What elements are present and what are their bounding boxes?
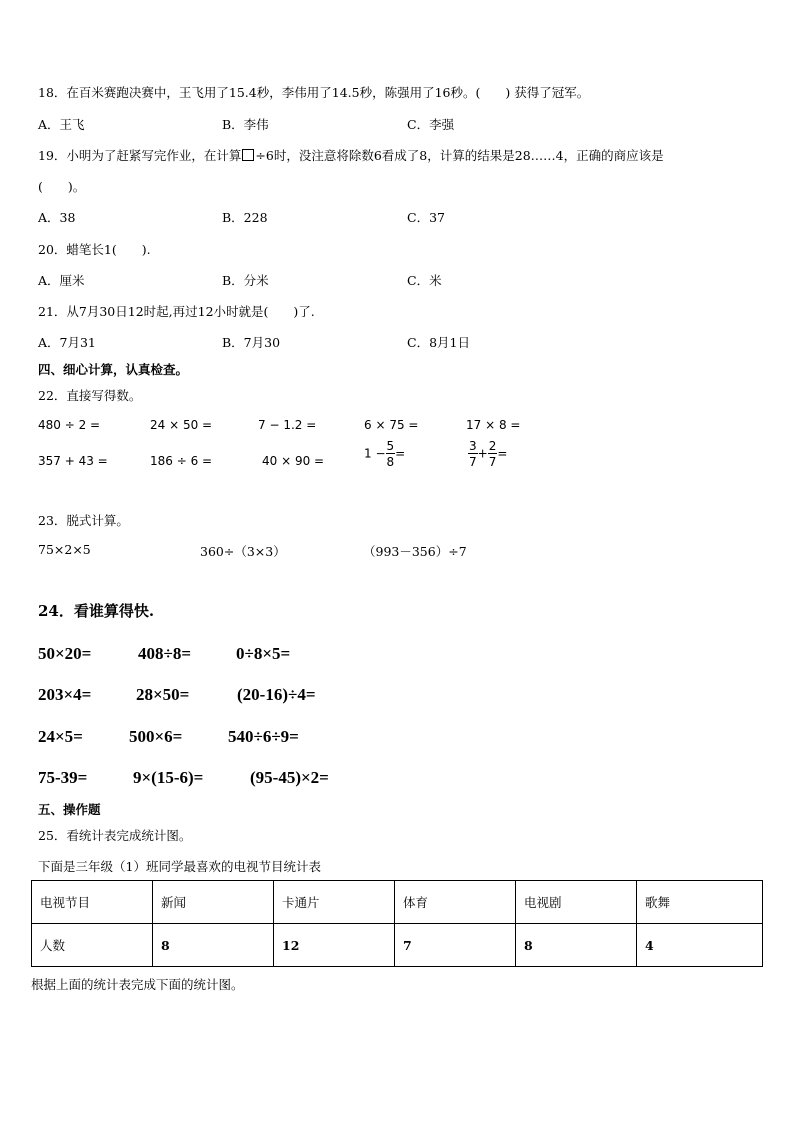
question-19-stem [38, 146, 664, 164]
calc-item: 9×(15-6)= [133, 768, 204, 787]
table-cell: 8 [516, 924, 637, 967]
stats-table [31, 880, 763, 967]
question-19-stem-part1: 19．小明为了赶紧写完作业，在计算 [38, 148, 242, 163]
question-20-option-c: C．米 [407, 273, 442, 288]
calc-item: 24×5= [38, 727, 83, 746]
fraction-denominator: 7 [469, 455, 477, 469]
question-19-option-c: C．37 [407, 210, 445, 225]
fraction [488, 440, 498, 468]
table-cell: 12 [274, 924, 395, 967]
calc-item: (95-45)×2= [250, 768, 329, 787]
table-cell: 体育 [395, 881, 516, 924]
fraction-numerator: 5 [386, 439, 395, 453]
chart-instruction: 根据上面的统计表完成下面的统计图。 [31, 977, 244, 992]
table-cell: 歌舞 [637, 881, 763, 924]
calc-item: 408÷8= [138, 644, 192, 663]
question-19-stem-line2: ( )。 [38, 179, 86, 194]
question-19-stem-part2: ÷6时，没注意将除数6看成了8，计算的结果是28……4，正确的商应该是 [255, 148, 664, 163]
fraction-numerator: 2 [488, 439, 497, 453]
calc-item: 50×20= [38, 644, 92, 663]
question-18-option-a: A．王飞 [38, 117, 85, 132]
question-24-stem: 24．看谁算得快. [38, 602, 155, 620]
table-row [32, 924, 763, 967]
calc-item: 40 × 90 = [262, 454, 325, 468]
equals-sign: = [497, 446, 508, 461]
question-21-option-c: C．8月1日 [407, 335, 470, 350]
blank-box-icon [242, 149, 254, 161]
table-cell: 4 [637, 924, 763, 967]
table-caption: 下面是三年级（1）班同学最喜欢的电视节目统计表 [38, 859, 321, 874]
calc-item: 6 × 75 = [364, 418, 419, 432]
question-20-stem: 20．蜡笔长1( ). [38, 242, 151, 257]
question-20-option-b: B．分米 [222, 273, 269, 288]
table-cell: 电视节目 [32, 881, 153, 924]
section-5-heading: 五、操作题 [38, 802, 101, 817]
question-21-option-b: B．7月30 [222, 335, 281, 350]
fraction-calc-item [468, 440, 507, 468]
fraction-lead: 1 − [364, 446, 386, 461]
calc-item: （993－356）÷7 [363, 544, 467, 559]
calc-item: 500×6= [129, 727, 183, 746]
calc-item: 357 + 43 = [38, 454, 108, 468]
calc-item: (20-16)÷4= [237, 685, 316, 704]
table-cell: 7 [395, 924, 516, 967]
calc-item: 75-39= [38, 768, 88, 787]
question-18-option-b: B．李伟 [222, 117, 269, 132]
table-cell: 电视剧 [516, 881, 637, 924]
calc-item: 28×50= [136, 685, 190, 704]
question-25-stem: 25．看统计表完成统计图。 [38, 828, 192, 843]
fraction-denominator: 7 [488, 455, 497, 469]
table-cell: 8 [153, 924, 274, 967]
section-4-heading: 四、细心计算，认真检查。 [38, 362, 189, 377]
calc-item: 360÷（3×3） [200, 544, 286, 559]
calc-item: 75×2×5 [38, 542, 91, 557]
calc-item: 480 ÷ 2 = [38, 418, 101, 432]
calc-item: 24 × 50 = [150, 418, 213, 432]
question-21-stem: 21．从7月30日12时起,再过12小时就是( )了. [38, 304, 315, 319]
question-18-option-c: C．李强 [407, 117, 455, 132]
equals-sign: = [395, 446, 406, 461]
fraction-denominator: 8 [386, 455, 395, 469]
table-row [32, 881, 763, 924]
fraction-calc-item [364, 440, 405, 468]
calc-item: 186 ÷ 6 = [150, 454, 213, 468]
calc-item: 0÷8×5= [236, 644, 291, 663]
fraction [386, 440, 396, 468]
question-22-stem: 22．直接写得数。 [38, 388, 142, 403]
question-18-stem: 18．在百米赛跑决赛中，王飞用了15.4秒，李伟用了14.5秒，陈强用了16秒。( ) 获得了冠军。 [38, 85, 590, 100]
plus-sign: + [477, 446, 488, 461]
question-19-option-b: B．228 [222, 210, 268, 225]
question-19-option-a: A．38 [38, 210, 76, 225]
calc-item: 17 × 8 = [466, 418, 521, 432]
question-21-option-a: A．7月31 [38, 335, 96, 350]
question-20-option-a: A．厘米 [38, 273, 85, 288]
calc-item: 203×4= [38, 685, 92, 704]
question-23-stem: 23．脱式计算。 [38, 513, 129, 528]
calc-item: 540÷6÷9= [228, 727, 299, 746]
fraction [468, 440, 478, 468]
table-cell: 新闻 [153, 881, 274, 924]
fraction-numerator: 3 [469, 439, 477, 453]
calc-item: 7 − 1.2 = [258, 418, 317, 432]
table-cell: 卡通片 [274, 881, 395, 924]
table-cell: 人数 [32, 924, 153, 967]
